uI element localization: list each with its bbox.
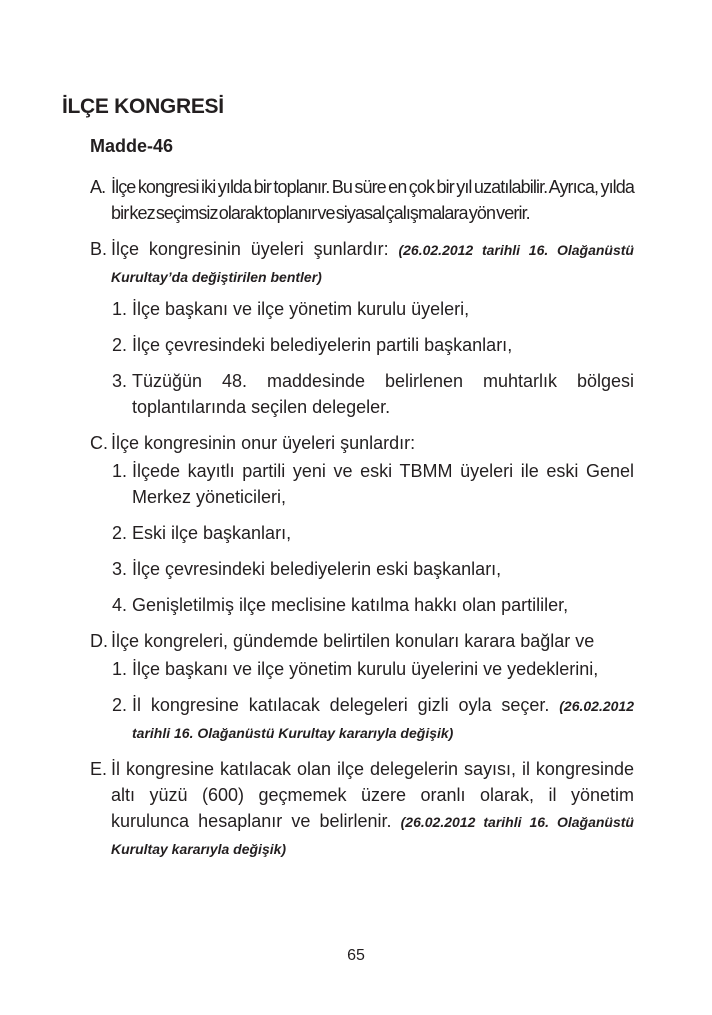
item-text: İlçe çevresindeki belediyelerin partili başkanları, — [132, 335, 513, 355]
clause-text: İlçe kongresi iki yılda bir toplanır. Bu süre en çok bir yıl uzatılabilir. Ayrıca, yılda bir kez seçimsiz olarak toplanır ve siyasal çalışmalara yön verir. — [111, 177, 634, 223]
page-number: 65 — [347, 947, 365, 964]
clause-d-item-2 — [90, 692, 634, 746]
amendment-note: (26.02.2012 tarihli 16. Olağanüstü Kurultay kararıyla değişik) — [132, 698, 634, 741]
article-body — [90, 174, 634, 868]
clause-marker: B. — [90, 239, 108, 259]
clause-b-item-2 — [90, 332, 634, 358]
item-text: İlçe başkanı ve ilçe yönetim kurulu üyelerini ve yedeklerini, — [132, 659, 599, 679]
clause-d — [90, 628, 634, 654]
item-marker: 2. — [112, 523, 128, 543]
clause-marker: E. — [90, 759, 108, 779]
clause-text: İl kongresine katılacak olan ilçe delegelerin sayısı, il kongresinde altı yüzü (600) geçmemek üzere oranlı olarak, il yönetim kurulunca hesaplanır ve belirlenir. — [111, 759, 634, 831]
clause-c-item-3 — [90, 556, 634, 582]
clause-c-item-4 — [90, 592, 634, 618]
clause-text: İlçe kongresinin üyeleri şunlardır: — [111, 239, 389, 259]
clause-b-item-1 — [90, 296, 634, 322]
item-marker: 1. — [112, 299, 128, 319]
item-marker: 3. — [112, 371, 128, 391]
clause-c — [90, 430, 634, 456]
clause-c-item-1 — [90, 458, 634, 510]
item-marker: 3. — [112, 559, 128, 579]
section-heading: İLÇE KONGRESİ — [62, 95, 224, 118]
article-title: Madde-46 — [90, 136, 174, 156]
clause-marker: C. — [90, 433, 108, 453]
amendment-note: (26.02.2012 tarihli 16. Olağanüstü Kurultay kararıyla değişik) — [111, 814, 634, 857]
amendment-note: (26.02.2012 tarihli 16. Olağanüstü Kurultay’da değiştirilen bentler) — [111, 242, 634, 285]
item-marker: 1. — [112, 659, 128, 679]
item-marker: 2. — [112, 695, 128, 715]
clause-marker: A. — [90, 177, 106, 197]
item-text: İl kongresine katılacak delegeleri gizli oyla seçer. — [132, 695, 550, 715]
clause-marker: D. — [90, 631, 108, 651]
clause-e — [90, 756, 634, 862]
item-text: Genişletilmiş ilçe meclisine katılma hakkı olan partililer, — [132, 595, 569, 615]
clause-text: İlçe kongresinin onur üyeleri şunlardır: — [111, 433, 416, 453]
clause-d-item-1 — [90, 656, 634, 682]
item-text: İlçe çevresindeki belediyelerin eski başkanları, — [132, 559, 502, 579]
clause-text: İlçe kongreleri, gündemde belirtilen konuları karara bağlar ve — [111, 631, 595, 651]
item-text: Tüzüğün 48. maddesinde belirlenen muhtarlık bölgesi toplantılarında seçilen delegeler. — [132, 371, 634, 417]
item-marker: 4. — [112, 595, 128, 615]
item-text: İlçede kayıtlı partili yeni ve eski TBMM üyeleri ile eski Genel Merkez yöneticileri, — [132, 461, 634, 507]
item-text: Eski ilçe başkanları, — [132, 523, 292, 543]
clause-a — [90, 174, 634, 226]
clause-c-item-2 — [90, 520, 634, 546]
clause-b-item-3 — [90, 368, 634, 420]
item-marker: 2. — [112, 335, 128, 355]
item-marker: 1. — [112, 461, 128, 481]
clause-b — [90, 236, 634, 290]
item-text: İlçe başkanı ve ilçe yönetim kurulu üyeleri, — [132, 299, 470, 319]
